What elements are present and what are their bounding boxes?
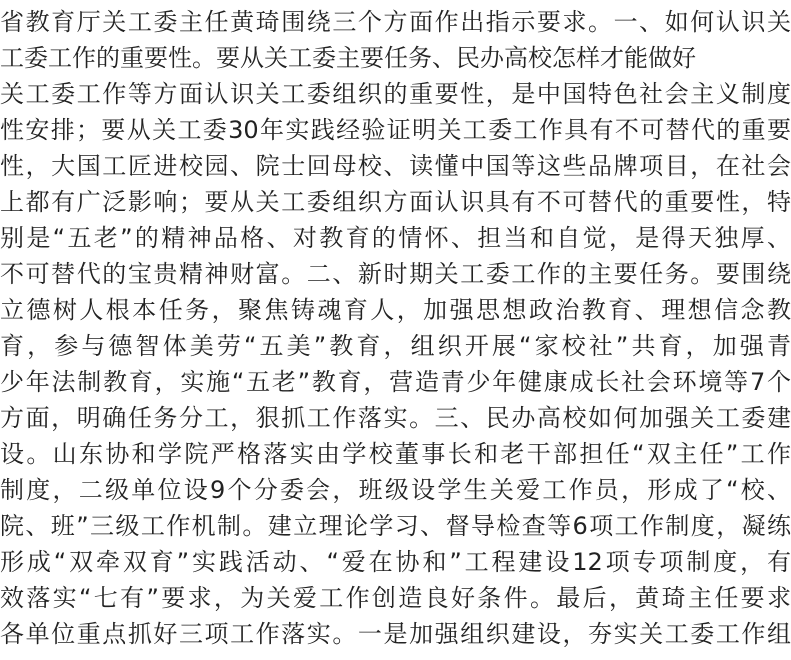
article-line: 设。山东协和学院严格落实由学校董事长和老干部担任“双主任”工作 [0, 440, 791, 468]
article-line: 制度，二级单位设9个分委会，班级设学生关爱工作员，形成了“校、 [0, 476, 791, 504]
article-line: 立德树人根本任务，聚焦铸魂育人，加强思想政治教育、理想信念教 [0, 296, 791, 324]
article-line: 关工委工作等方面认识关工委组织的重要性，是中国特色社会主义制度 [0, 80, 791, 108]
article-line: 不可替代的宝贵精神财富。二、新时期关工委工作的主要任务。要围绕 [0, 260, 791, 288]
article-line: 效落实“七有”要求，为关爱工作创造良好条件。最后，黄琦主任要求 [0, 584, 791, 612]
article-line: 各单位重点抓好三项工作落实。一是加强组织建设，夯实关工委工作组 [0, 620, 791, 648]
article-line: 性安排；要从关工委30年实践经验证明关工委工作具有不可替代的重要 [0, 116, 791, 144]
article-line: 院、班”三级工作机制。建立理论学习、督导检查等6项工作制度，凝练 [0, 512, 791, 540]
article-line: 别是“五老”的精神品格、对教育的情怀、担当和自觉，是得天独厚、 [0, 224, 791, 252]
article-line: 少年法制教育，实施“五老”教育，营造青少年健康成长社会环境等7个 [0, 368, 791, 396]
article-line: 上都有广泛影响；要从关工委组织方面认识具有不可替代的重要性，特 [0, 188, 791, 216]
article-line: 工委工作的重要性。要从关工委主要任务、民办高校怎样才能做好 [0, 44, 696, 72]
article-line: 性，大国工匠进校园、院士回母校、读懂中国等这些品牌项目，在社会 [0, 152, 791, 180]
article-line: 形成“双牵双育”实践活动、“爱在协和”工程建设12项专项制度，有 [0, 548, 791, 576]
article-line: 育，参与德智体美劳“五美”教育，组织开展“家校社”共育，加强青 [0, 332, 791, 360]
article-line: 方面，明确任务分工，狠抓工作落实。三、民办高校如何加强关工委建 [0, 404, 791, 432]
article-line: 省教育厅关工委主任黄琦围绕三个方面作出指示要求。一、如何认识关 [0, 8, 791, 36]
